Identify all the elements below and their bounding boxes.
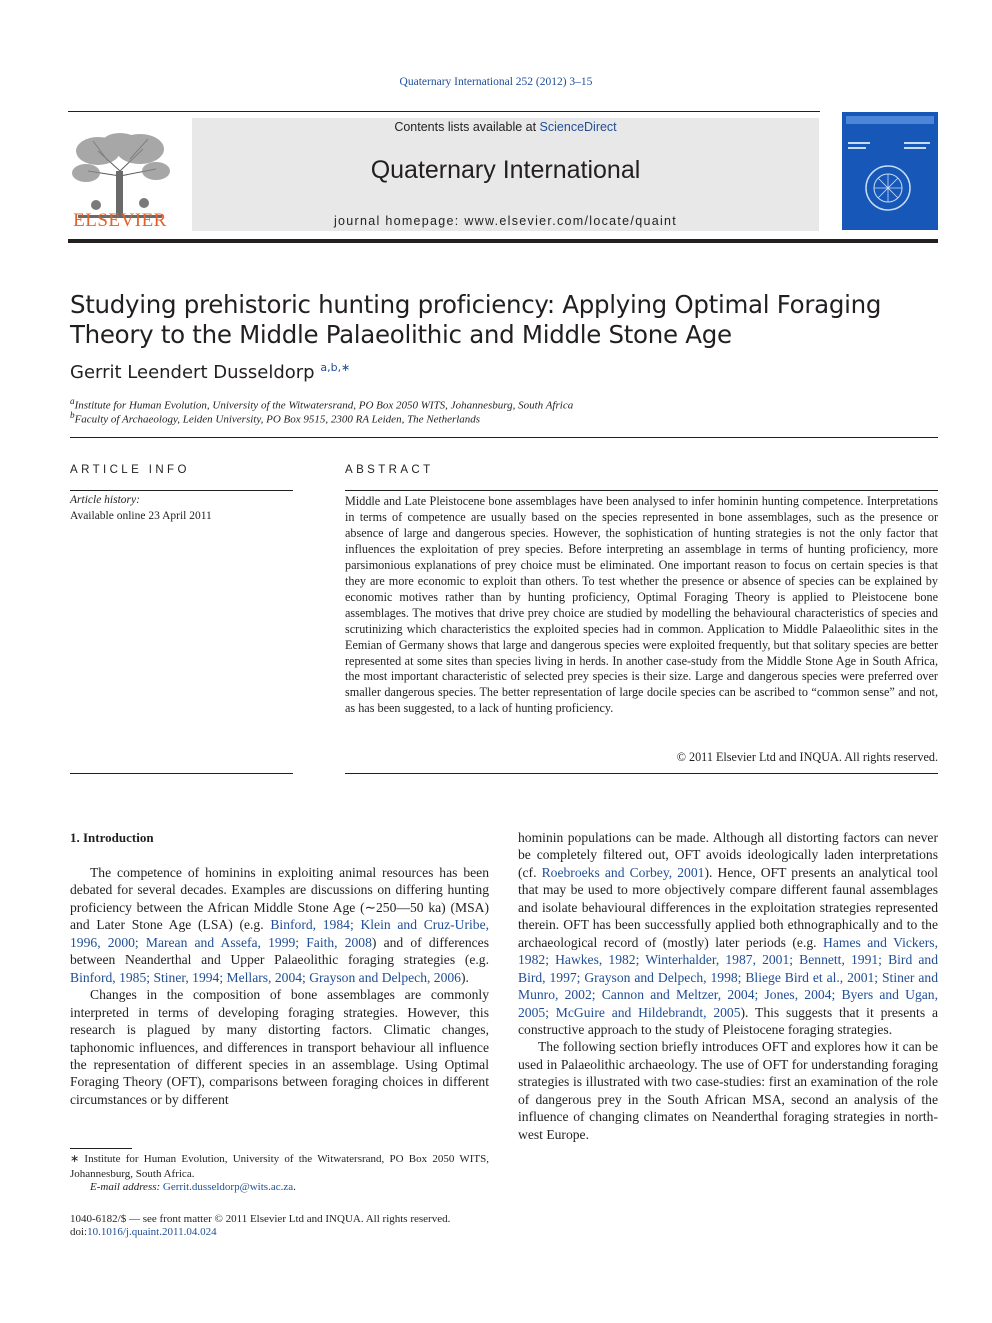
email-suffix: .	[293, 1181, 296, 1193]
corresponding-author-footnote: ∗ Institute for Human Evolution, University of the Witwatersrand, PO Box 2050 WITS, Johannesburg, South Africa.	[70, 1153, 489, 1180]
abstract-text: Middle and Late Pleistocene bone assemblages have been analysed to infer hominin hunting competence. Interpretations in terms of competence are usually based on the species represented in bone assemblages, such as the presence or absence of large and dangerous species. However, the sophistication of hunting strategies is not the only factor that influences the exploitation of prey species. Before interpreting an assemblage in terms of hunting proficiency, more parsimonious explanations of prey choice must be eliminated. One important reason to focus on certain species is that they are more economic to exploit than others. To test whether the presence or absence of species can be explained by economic motives rather than by hunting proficiency, Optimal Foraging Theory is applied to Pleistocene bone assemblages. The motives that drive prey choice are studied by modelling the behavioural characteristics of species and scrutinizing which characteristics the exploited species had in common. Application to Middle Palaeolithic sites in the Eemian of Germany shows that large and dangerous species were exploited frequently, but that solitary species are better represented at some sites than species living in herds. In another case-study from the Middle Stone Age in South Africa, the most important characteristic of selected prey species is their size. Large and dangerous species were preferred over smaller dangerous species. The better representation of large docile species can be ascribed to “common sense” and not, as has been suggested, to a lack of hunting proficiency.	[345, 494, 938, 716]
article-info-rule	[70, 490, 293, 491]
abstract-copyright: © 2011 Elsevier Ltd and INQUA. All rights reserved.	[676, 750, 938, 764]
affiliation-b	[70, 410, 480, 426]
journal-cover-image[interactable]	[842, 112, 938, 230]
contents-prefix: Contents lists available at	[394, 120, 540, 134]
author-name[interactable]: Gerrit Leendert Dusseldorp	[70, 362, 315, 383]
body-paragraph: Changes in the composition of bone assemblages are commonly interpreted in terms of developing foraging strategies. However, this research is plagued by many distorting factors. Climatic changes, taphonomic influences, and differences in transport behaviour all influence the representation of different species in an assemblage. Using Optimal Foraging Theory (OFT), comparisons between foraging choices in different circumstances or by different	[70, 987, 489, 1107]
author-affiliation-marks[interactable]: a,b,∗	[320, 361, 351, 374]
header-divider	[68, 239, 938, 243]
article-title: Studying prehistoric hunting proficiency: Applying Optimal Foraging Theory to the Middle Palaeolithic and Middle Stone Age	[70, 290, 882, 349]
abstract-rule	[345, 490, 938, 491]
article-history-value: Available online 23 April 2011	[70, 510, 212, 522]
affiliation-a-mark: a	[70, 396, 75, 406]
affiliation-divider	[70, 437, 938, 438]
body-paragraph	[518, 829, 938, 1038]
affiliation-a-text: Institute for Human Evolution, University of the Witwatersrand, PO Box 2050 WITS, Johannesburg, South Africa	[74, 399, 574, 412]
footnote-rule	[70, 1148, 132, 1149]
article-info-bottom-rule	[70, 773, 293, 774]
body-text: The competence of hominins in exploiting animal resources has been debated for several decades. Examples are discussions on differing hunting proficiency between the African Middle Stone Age (∼250—50 ka) (MSA) and Later Stone Age (LSA) (e.g.	[70, 865, 489, 933]
header-rule	[68, 111, 820, 112]
journal-title: Quaternary International	[370, 156, 641, 184]
body-paragraph: The following section briefly introduces OFT and explores how it can be used in Palaeolithic archaeology. The use of OFT for understanding foraging strategies is illustrated with two case-studies: first an examination of the role of dangerous prey in the South African MSA, second an analysis of the influence of changing climates on Neanderthal foraging strategies in north-west Europe.	[518, 1039, 938, 1142]
doi-link[interactable]: 10.1016/j.quaint.2011.04.024	[87, 1226, 217, 1238]
body-column-left	[70, 864, 489, 1108]
email-label: E-mail address:	[90, 1181, 163, 1193]
affiliation-b-text: Faculty of Archaeology, Leiden University, PO Box 9515, 2300 RA Leiden, The Netherlands	[74, 413, 481, 426]
body-text: ). This suggests that it presents a constructive approach to the study of Pleistocene foraging strategies.	[518, 1004, 938, 1037]
abstract-heading: ABSTRACT	[345, 464, 434, 476]
email-footnote	[90, 1181, 296, 1193]
body-text: ).	[460, 969, 469, 985]
doi-label: doi:	[70, 1226, 88, 1238]
citation-link[interactable]: Binford, 1984; Klein and Cruz-Uribe, 1996, 2000; Marean and Assefa, 1999; Faith, 2008	[70, 917, 490, 950]
body-text: ). Hence, OFT presents an analytical tool that may be used to more objectively compare different faunal assemblages and isolate behavioural differences in the exploitation strategies represented therein. OFT has been successfully applied both ethnographically and to the archaeological record of (mostly) later periods (e.g.	[518, 864, 938, 950]
section-heading-introduction: 1. Introduction	[70, 830, 154, 845]
contents-line	[192, 120, 819, 134]
affiliation-b-mark: b	[70, 410, 75, 420]
email-link[interactable]: Gerrit.dusseldorp@wits.ac.za	[162, 1181, 294, 1193]
body-text: ) and of differences between Neanderthal and Upper Palaeolithic foraging strategies (e.g.	[70, 934, 489, 968]
article-info-heading: ARTICLE INFO	[70, 464, 190, 476]
journal-citation[interactable]: Quaternary International 252 (2012) 3–15	[399, 76, 593, 88]
sciencedirect-link[interactable]: ScienceDirect	[539, 120, 617, 134]
doi-line	[70, 1226, 217, 1238]
citation-link[interactable]: Binford, 1985; Stiner, 1994; Mellars, 2004; Grayson and Delpech, 2006	[70, 969, 461, 985]
elsevier-wordmark[interactable]: ELSEVIER	[73, 210, 167, 231]
journal-homepage[interactable]: journal homepage: www.elsevier.com/locate/quaint	[333, 214, 678, 228]
abstract-bottom-rule	[345, 773, 938, 774]
citation-link[interactable]: Roebroeks and Corbey, 2001	[541, 864, 705, 880]
article-history-label: Article history:	[70, 494, 140, 506]
author-line	[70, 361, 350, 383]
citation-link[interactable]: Hames and Vickers, 1982; Hawkes, 1982; Winterhalder, 1987, 2001; Bennett, 1991; Bird and Bird, 1997; Grayson and Delpech, 1998; Bliege Bird et al., 2001; Stiner and Munro, 2002; Cannon and Meltzer, 2004; Jones, 2004; Byers and Ugan, 2005; McGuire and Hildebrandt, 2005	[518, 934, 938, 1020]
body-column-right	[518, 829, 938, 1143]
body-paragraph	[70, 864, 489, 986]
body-text: hominin populations can be made. Although all distorting factors can never be completely filtered out, OFT avoids ideologically laden interpretations (cf.	[518, 830, 938, 880]
issn-line: 1040-6182/$ — see front matter © 2011 Elsevier Ltd and INQUA. All rights reserved.	[70, 1213, 451, 1225]
